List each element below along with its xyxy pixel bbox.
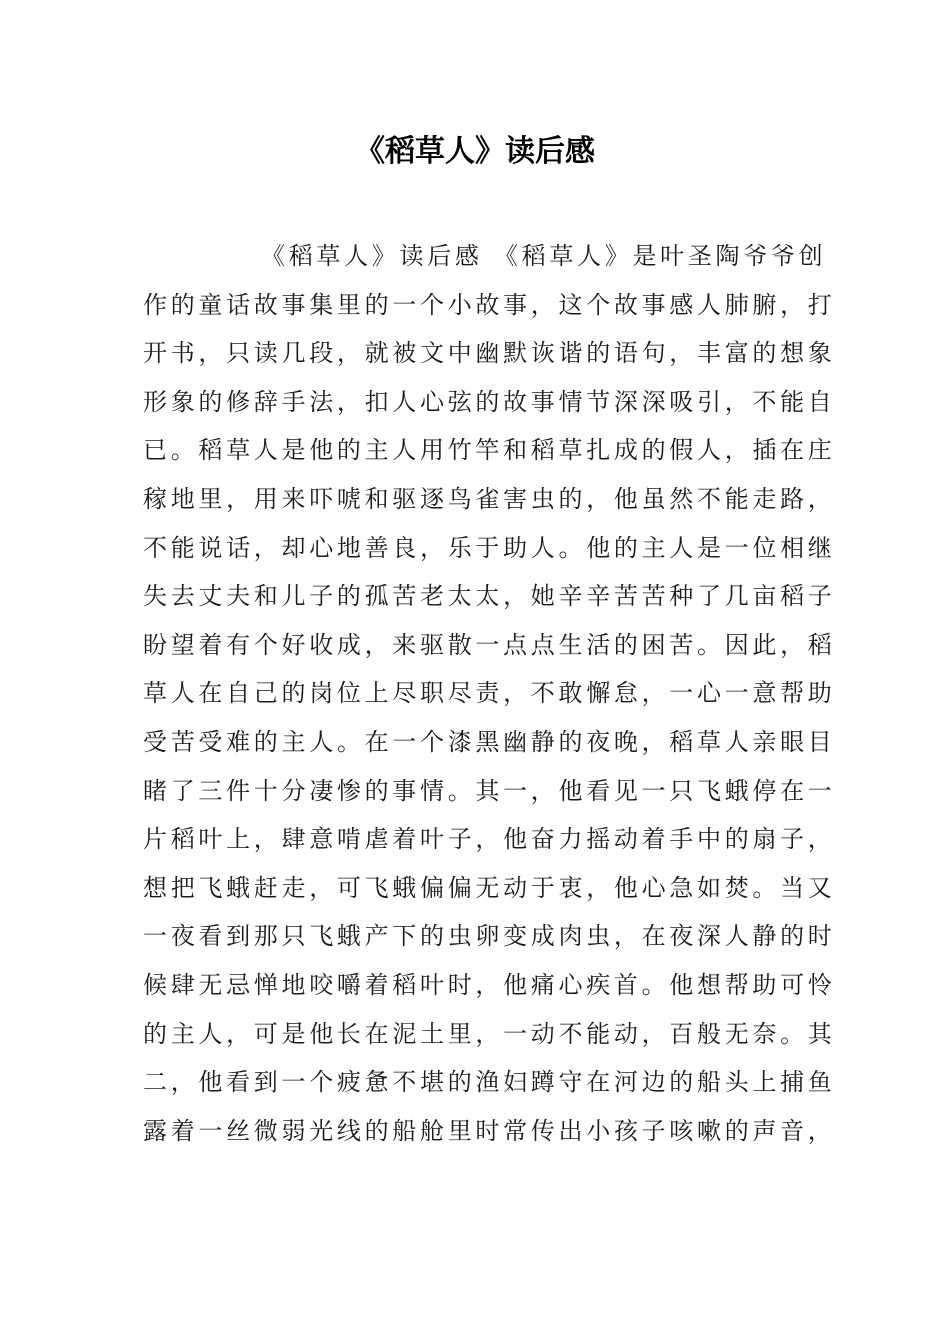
body-line: 草人在自己的岗位上尽职尽责，不敢懈怠，一心一意帮助 [143,679,836,708]
body-line: 睹了三件十分凄惨的事情。其一，他看见一只飞蛾停在一 [143,776,836,805]
body-line: 失去丈夫和儿子的孤苦老太太，她辛辛苦苦种了几亩稻子 [143,582,836,611]
document-title: 《稻草人》读后感 [355,134,595,169]
body-line: 已。稻草人是他的主人用竹竿和稻草扎成的假人，插在庄 [143,436,836,465]
body-line: 二，他看到一个疲惫不堪的渔妇蹲守在河边的船头上捕鱼 [143,1068,836,1097]
body-line: 作的童话故事集里的一个小故事，这个故事感人肺腑，打 [143,290,836,319]
body-line: 受苦受难的主人。在一个漆黑幽静的夜晚，稻草人亲眼目 [143,727,836,756]
body-line: 片稻叶上，肆意啃虐着叶子，他奋力摇动着手中的扇子， [143,825,836,854]
body-line: 盼望着有个好收成，来驱散一点点生活的困苦。因此，稻 [143,630,836,659]
document-body [143,232,836,1155]
body-line: 《稻草人》读后感 《稻草人》是叶圣陶爷爷创 [261,242,827,270]
body-line: 候肆无忌惮地咬嚼着稻叶时，他痛心疾首。他想帮助可怜 [143,970,836,999]
body-line: 一夜看到那只飞蛾产下的虫卵变成肉虫，在夜深人静的时 [143,922,836,951]
body-line: 露着一丝微弱光线的船舱里时常传出小孩子咳嗽的声音， [143,1116,836,1145]
body-line: 的主人，可是他长在泥土里，一动不能动，百般无奈。其 [143,1019,836,1048]
body-line: 开书，只读几段，就被文中幽默诙谐的语句，丰富的想象 [143,339,836,368]
body-line: 形象的修辞手法，扣人心弦的故事情节深深吸引，不能自 [143,387,836,416]
body-line: 不能说话，却心地善良，乐于助人。他的主人是一位相继 [143,533,836,562]
body-line: 稼地里，用来吓唬和驱逐鸟雀害虫的，他虽然不能走路， [143,484,836,513]
body-line: 想把飞蛾赶走，可飞蛾偏偏无动于衷，他心急如焚。当又 [143,873,836,902]
